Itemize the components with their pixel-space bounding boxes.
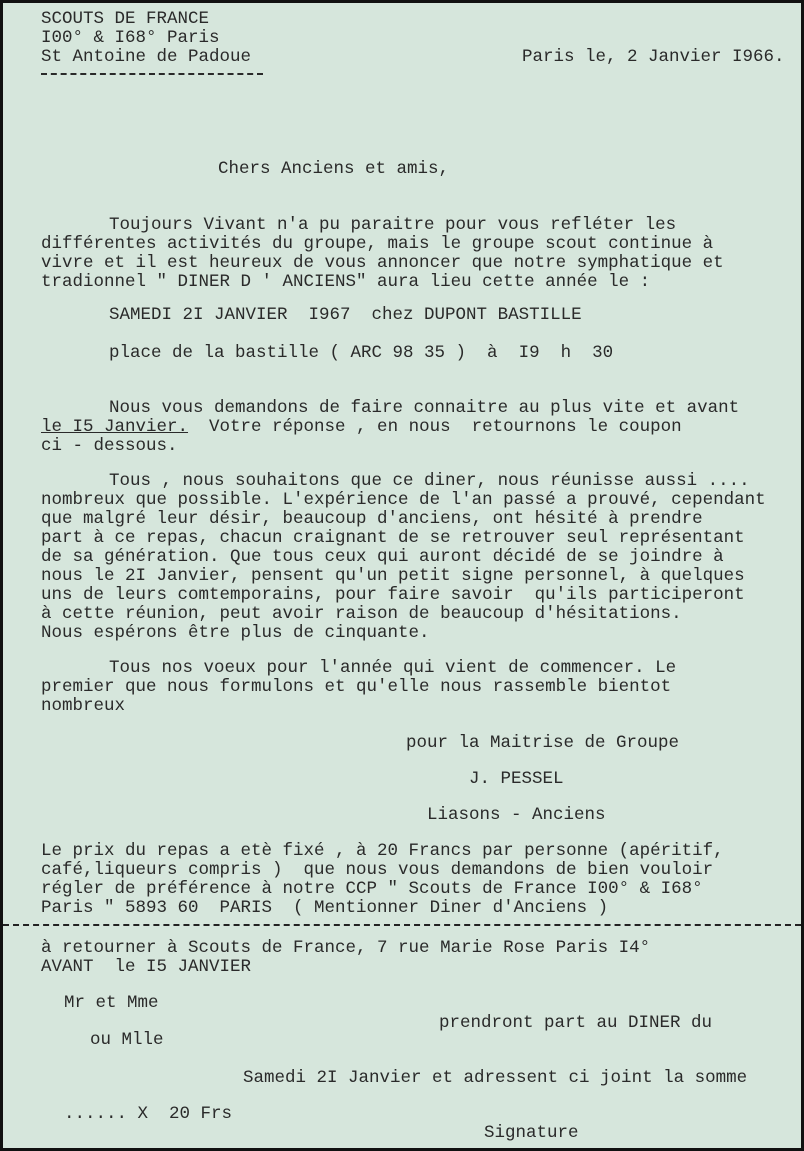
- price-note-line: Le prix du repas a etè fixé , à 20 Francs par personne (apéritif,: [41, 841, 724, 861]
- signatory-role: Liasons - Anciens: [427, 805, 606, 825]
- paragraph3-line: part à ce repas, chacun craignant de se retrouver seul représentant: [41, 528, 745, 548]
- coupon-participate: prendront part au DINER du: [439, 1013, 713, 1033]
- letter-date: Paris le, 2 Janvier I966.: [522, 47, 785, 67]
- event-location: place de la bastille ( ARC 98 35 ) à I9 h 30: [109, 343, 614, 363]
- paragraph3-line: de sa génération. Que tous ceux qui auront décidé de se joindre à: [41, 547, 724, 567]
- event-line: SAMEDI 2I JANVIER I967 chez DUPONT BASTILLE: [109, 305, 582, 325]
- signature-group: pour la Maitrise de Groupe: [406, 733, 680, 753]
- coupon-mr-mme: Mr et Mme: [64, 993, 159, 1013]
- paragraph2-rest: Votre réponse , en nous retournons le coupon: [188, 417, 682, 437]
- paragraph3-line: à cette réunion, peut avoir raison de beaucoup d'hésitations.: [41, 604, 682, 624]
- paragraph3-line: nous le 2I Janvier, pensent qu'un petit signe personnel, à quelques: [41, 566, 745, 586]
- parish-line: St Antoine de Padoue: [41, 47, 252, 67]
- price-note-line: régler de préférence à notre CCP " Scouts de France I00° & I68°: [41, 879, 703, 899]
- paragraph3-line: que malgré leur désir, beaucoup d'anciens, ont hésité à prendre: [41, 509, 703, 529]
- coupon-mlle: ou Mlle: [90, 1030, 164, 1050]
- header-divider: [41, 73, 263, 75]
- price-note-line: Paris " 5893 60 PARIS ( Mentionner Diner d'Anciens ): [41, 898, 609, 918]
- org-name: SCOUTS DE FRANCE: [41, 9, 210, 29]
- paragraph2-line: [41, 417, 682, 437]
- coupon-signature: Signature: [484, 1123, 579, 1143]
- coupon-deadline: AVANT le I5 JANVIER: [41, 957, 252, 977]
- signatory-name: J. PESSEL: [469, 769, 564, 789]
- paragraph1-line: différentes activités du groupe, mais le groupe scout continue à: [41, 234, 714, 254]
- deadline: le I5 Janvier.: [41, 417, 189, 437]
- paragraph3-line: Tous , nous souhaitons que ce diner, nous réunisse aussi ....: [109, 471, 750, 491]
- paragraph2-line: Nous vous demandons de faire connaitre au plus vite et avant: [109, 398, 740, 418]
- paragraph1-line: tradionnel " DINER D ' ANCIENS" aura lieu cette année le :: [41, 272, 651, 292]
- coupon-cut-line: [3, 924, 801, 926]
- units-line: I00° & I68° Paris: [41, 28, 220, 48]
- paragraph1-line: vivre et il est heureux de vous annoncer que notre symphatique et: [41, 253, 724, 273]
- paragraph2-line: ci - dessous.: [41, 436, 178, 456]
- paragraph4-line: Tous nos voeux pour l'année qui vient de commencer. Le: [109, 658, 677, 678]
- paragraph3-line: uns de leurs comtemporains, pour faire savoir qu'ils participeront: [41, 585, 745, 605]
- paragraph4-line: nombreux: [41, 696, 126, 716]
- coupon-price: ...... X 20 Frs: [64, 1104, 233, 1124]
- salutation: Chers Anciens et amis,: [218, 159, 450, 179]
- coupon-amount-line: Samedi 2I Janvier et adressent ci joint la somme: [243, 1068, 748, 1088]
- paragraph3-line: nombreux que possible. L'expérience de l'an passé a prouvé, cependant: [41, 490, 766, 510]
- paragraph4-line: premier que nous formulons et qu'elle nous rassemble bientot: [41, 677, 672, 697]
- price-note-line: café,liqueurs compris ) que nous vous demandons de bien vouloir: [41, 860, 714, 880]
- paragraph1-line: Toujours Vivant n'a pu paraitre pour vous refléter les: [109, 215, 677, 235]
- paragraph3-line: Nous espérons être plus de cinquante.: [41, 623, 430, 643]
- coupon-return-address: à retourner à Scouts de France, 7 rue Marie Rose Paris I4°: [41, 938, 651, 958]
